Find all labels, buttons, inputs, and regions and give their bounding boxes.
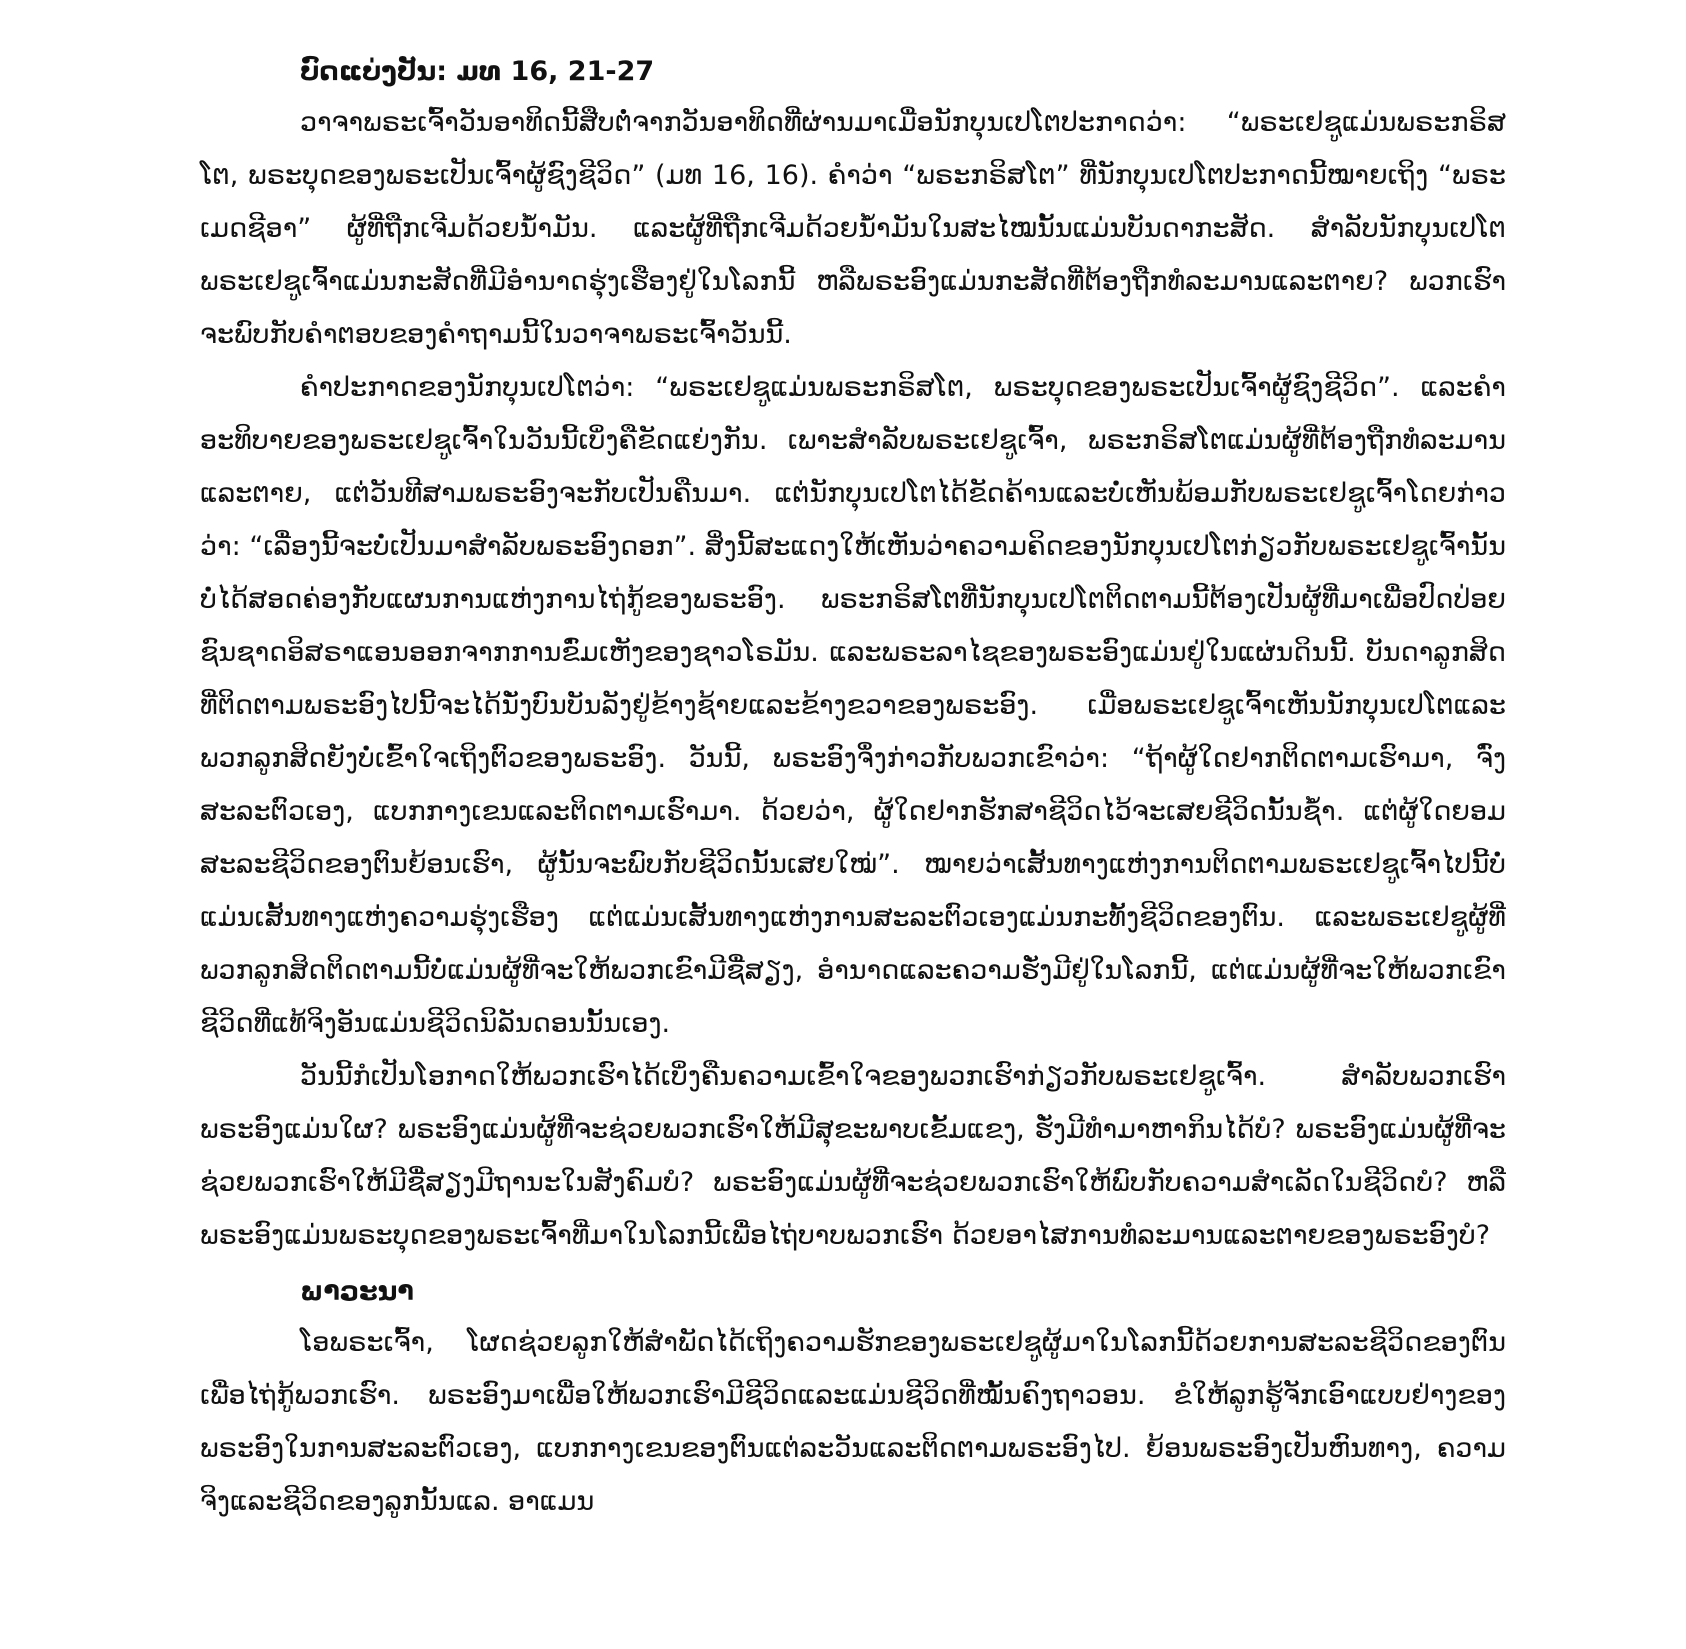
paragraph-3: ວັນນີ້ກໍເປັນໂອກາດໃຫ້ພວກເຮົາໄດ້ເບິ່ງຄືນຄວາມເຂົ້າໃຈຂອງພວກເຮົາກ່ຽວກັບພຣະເຢຊູເຈົ້າ. ສຳລັບພວກເຮົາ ພຣະອົງແມ່ນໃຜ? ພຣະອົງແມ່ນຜູ້ທີ່ຈະຊ່ວຍພວກເຮົາໃຫ້ມີສຸຂະພາບເຂັ້ມແຂງ, ຮັ່ງມີທຳມາຫາກິນໄດ້ບໍ? ພຣະອົງແມ່ນຜູ້ທີ່ຈະຊ່ວຍພວກເຮົາໃຫ້ມີຊື່ສຽງມີຖານະໃນສັງຄົມບໍ? ພຣະອົງແມ່ນຜູ້ທີ່ຈະຊ່ວຍພວກເຮົາໃຫ້ພົບກັບຄວາມສຳເລັດໃນຊີວິດບໍ? ຫລືພຣະອົງແມ່ນພຣະບຸດຂອງພຣະເຈົ້າທີ່ມາໃນໂລກນີ້ເພື່ອໄຖ່ບາບພວກເຮົາ ດ້ວຍອາໄສການທໍລະມານແລະຕາຍຂອງພຣະອົງບໍ? [200,1061,1506,1251]
prayer-text: ໂອພຣະເຈົ້າ, ໂຜດຊ່ວຍລູກໃຫ້ສຳພັດໄດ້ເຖິງຄວາມຮັກຂອງພຣະເຢຊູຜູ້ມາໃນໂລກນີ້ດ້ວຍການສະລະຊີວິດຂອງຕົນເພື່ອໄຖ່ກູ້ພວກເຮົາ. ພຣະອົງມາເພື່ອໃຫ້ພວກເຮົາມີຊີວິດແລະແມ່ນຊີວິດທີ່ໝັ້ນຄົງຖາວອນ. ຂໍໃຫ້ລູກຮູ້ຈັກເອົາແບບຢ່າງຂອງພຣະອົງໃນການສະລະຕົວເອງ, ແບກກາງເຂນຂອງຕົນແຕ່ລະວັນແລະຕິດຕາມພຣະອົງໄປ. ຍ້ອນພຣະອົງເປັນຫົນທາງ, ຄວາມຈິງແລະຊີວິດຂອງລູກນັ້ນແລ. ອາແມນ [200,1327,1506,1517]
paragraph-1: ວາຈາພຣະເຈົ້າວັນອາທິດນີ້ສືບຕໍ່ຈາກວັນອາທິດທີ່ຜ່ານມາເມື່ອນັກບຸນເປໂຕປະກາດວ່າ: “ພຣະເຢຊູແມ່ນພຣະກຣິສໂຕ, ພຣະບຸດຂອງພຣະເປັນເຈົ້າຜູ້ຊົງຊີວິດ” (ມທ 16, 16). ຄຳວ່າ “ພຣະກຣິສໂຕ” ທີ່ນັກບຸນເປໂຕປະກາດນີ້ໝາຍເຖິງ “ພຣະເມດຊີອາ” ຜູ້ທີ່ຖືກເຈີມດ້ວຍນ້ຳມັນ. ແລະຜູ້ທີ່ຖືກເຈີມດ້ວຍນ້ຳມັນໃນສະໄໝນັ້ນແມ່ນບັນດາກະສັດ. ສຳລັບນັກບຸນເປໂຕພຣະເຢຊູເຈົ້າແມ່ນກະສັດທີ່ມີອຳນາດຮຸ່ງເຮືອງຢູ່ໃນໂລກນີ້ ຫລືພຣະອົງແມ່ນກະສັດທີ່ຕ້ອງຖືກທໍລະມານແລະຕາຍ? ພວກເຮົາຈະພົບກັບຄຳຕອບຂອງຄຳຖາມນີ້ໃນວາຈາພຣະເຈົ້າວັນນີ້. [200,107,1506,350]
reflection-heading: ບົດແບ່ງປັນ: ມທ 16, 21-27 [300,56,655,87]
paragraph-2: ຄຳປະກາດຂອງນັກບຸນເປໂຕວ່າ: “ພຣະເຢຊູແມ່ນພຣະກຣິສໂຕ, ພຣະບຸດຂອງພຣະເປັນເຈົ້າຜູ້ຊົງຊີວິດ”. ແລະຄຳອະທິບາຍຂອງພຣະເຢຊູເຈົ້າໃນວັນນີ້ເບິ່ງຄືຂັດແຍ່ງກັນ. ເພາະສຳລັບພຣະເຢຊູເຈົ້າ, ພຣະກຣິສໂຕແມ່ນຜູ້ທີ່ຕ້ອງຖືກທໍລະມານແລະຕາຍ, ແຕ່ວັນທີສາມພຣະອົງຈະກັບເປັນຄືນມາ. ແຕ່ນັກບຸນເປໂຕໄດ້ຂັດຄ້ານແລະບໍ່ເຫັນພ້ອມກັບພຣະເຢຊູເຈົ້າໂດຍກ່າວວ່າ: “ເລື່ອງນີ້ຈະບໍ່ເປັນມາສຳລັບພຣະອົງດອກ”. ສິ່ງນີ້ສະແດງໃຫ້ເຫັນວ່າຄວາມຄິດຂອງນັກບຸນເປໂຕກ່ຽວກັບພຣະເຢຊູເຈົ້ານັ້ນບໍ່ໄດ້ສອດຄ່ອງກັບແຜນການແຫ່ງການໄຖ່ກູ້ຂອງພຣະອົງ. ພຣະກຣິສໂຕທີ່ນັກບຸນເປໂຕຕິດຕາມນີ້ຕ້ອງເປັນຜູ້ທີ່ມາເພື່ອປົດປ່ອຍຊົນຊາດອິສຣາແອນອອກຈາກການຂົ່ມເຫັງຂອງຊາວໂຣມັນ. ແລະພຣະລາໄຊຂອງພຣະອົງແມ່ນຢູ່ໃນແຜ່ນດິນນີ້. ບັນດາລູກສິດທີ່ຕິດຕາມພຣະອົງໄປນີ້ຈະໄດ້ນັ່ງບົນບັນລັງຢູ່ຂ້າງຊ້າຍແລະຂ້າງຂວາຂອງພຣະອົງ. ເມື່ອພຣະເຢຊູເຈົ້າເຫັນນັກບຸນເປໂຕແລະພວກລູກສິດຍັງບໍ່ເຂົ້າໃຈເຖິງຕົວຂອງພຣະອົງ. ວັນນີ້, ພຣະອົງຈຶ່ງກ່າວກັບພວກເຂົາວ່າ: “ຖ້າຜູ້ໃດຢາກຕິດຕາມເຮົາມາ, ຈົ່ງສະລະຕົວເອງ, ແບກກາງເຂນແລະຕິດຕາມເຮົາມາ. ດ້ວຍວ່າ, ຜູ້ໃດຢາກຮັກສາຊີວິດໄວ້ຈະເສຍຊີວິດນັ້ນຊ້ຳ. ແຕ່ຜູ້ໃດຍອມສະລະຊີວິດຂອງຕົນຍ້ອນເຮົາ, ຜູ້ນັ້ນຈະພົບກັບຊີວິດນັ້ນເສຍໃໝ່”. ໝາຍວ່າເສັ້ນທາງແຫ່ງການຕິດຕາມພຣະເຢຊູເຈົ້າໄປນີ້ບໍ່ແມ່ນເສັ້ນທາງແຫ່ງຄວາມຮຸ່ງເຮືອງ ແຕ່ແມ່ນເສັ້ນທາງແຫ່ງການສະລະຕົວເອງແມ່ນກະທັ້ງຊີວິດຂອງຕົນ. ແລະພຣະເຢຊູຜູ້ທີ່ພວກລູກສິດຕິດຕາມນີ້ບໍ່ແມ່ນຜູ້ທີ່ຈະໃຫ້ພວກເຂົາມີຊື່ສຽງ, ອຳນາດແລະຄວາມຮັ່ງມີຢູ່ໃນໂລກນີ້, ແຕ່ແມ່ນຜູ້ທີ່ຈະໃຫ້ພວກເຂົາຊີວິດທີ່ແທ້ຈິງອັນແມ່ນຊີວິດນິລັນດອນນັ້ນເອງ. [200,372,1506,1039]
prayer-heading: ພາວະນາ [300,1276,414,1307]
document-body [200,48,1506,1528]
